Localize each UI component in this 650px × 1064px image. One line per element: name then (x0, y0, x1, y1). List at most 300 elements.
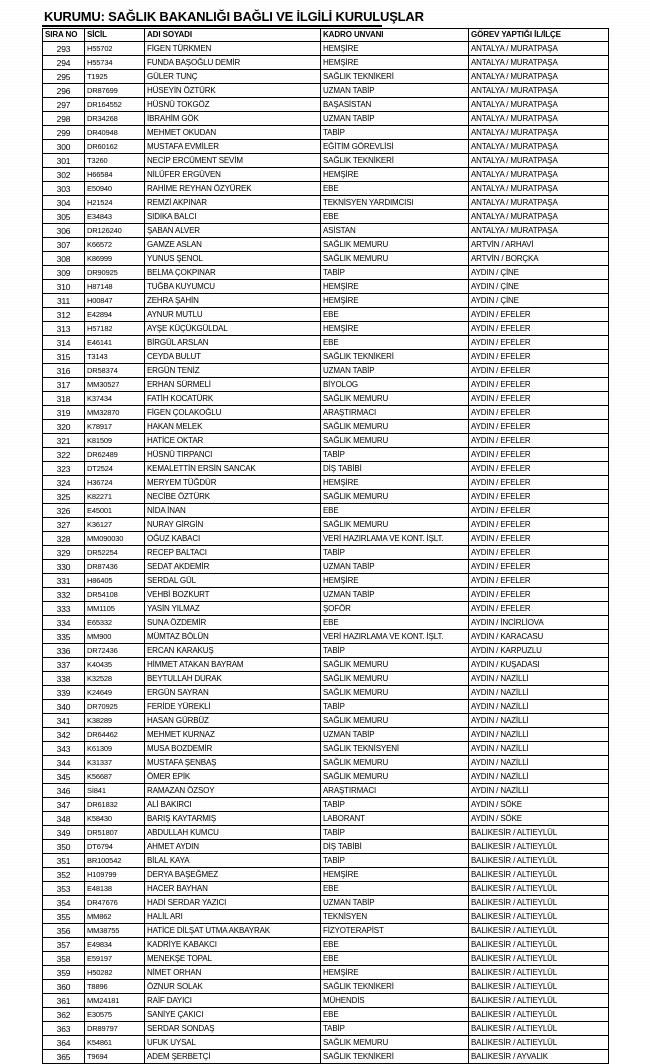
cell-sicil: MM090030 (85, 532, 145, 546)
cell-adi-soyadi: NİDA İNAN (145, 504, 321, 518)
cell-kadro-unvani: EBE (321, 210, 469, 224)
cell-adi-soyadi: NİLÜFER ERGÜVEN (145, 168, 321, 182)
cell-kadro-unvani: SAĞLIK MEMURU (321, 518, 469, 532)
cell-adi-soyadi: BELMA ÇOKPINAR (145, 266, 321, 280)
cell-sira-no: 345 (43, 770, 85, 784)
cell-sira-no: 358 (43, 952, 85, 966)
table-row (43, 574, 609, 588)
cell-adi-soyadi: RAİF DAYICI (145, 994, 321, 1008)
cell-sira-no: 313 (43, 322, 85, 336)
cell-gorev-yeri: BALIKESİR / ALTIEYLÜL (469, 868, 609, 882)
cell-kadro-unvani: TABİP (321, 644, 469, 658)
table-row (43, 462, 609, 476)
cell-sicil: E65332 (85, 616, 145, 630)
table-row (43, 476, 609, 490)
table-row (43, 686, 609, 700)
cell-adi-soyadi: OĞUZ KABACI (145, 532, 321, 546)
cell-kadro-unvani: UZMAN TABİP (321, 588, 469, 602)
cell-sira-no: 315 (43, 350, 85, 364)
table-row (43, 854, 609, 868)
cell-gorev-yeri: AYDIN / EFELER (469, 546, 609, 560)
cell-sira-no: 296 (43, 84, 85, 98)
cell-sira-no: 323 (43, 462, 85, 476)
cell-adi-soyadi: ALİ BAKIRCI (145, 798, 321, 812)
cell-adi-soyadi: RECEP BALTACI (145, 546, 321, 560)
cell-sira-no: 328 (43, 532, 85, 546)
cell-kadro-unvani: EBE (321, 938, 469, 952)
table-row (43, 840, 609, 854)
cell-gorev-yeri: ANTALYA / MURATPAŞA (469, 140, 609, 154)
cell-sira-no: 336 (43, 644, 85, 658)
cell-kadro-unvani: SAĞLIK MEMURU (321, 420, 469, 434)
cell-sicil: K54861 (85, 1036, 145, 1050)
cell-adi-soyadi: HATİCE DİLŞAT UTMA AKBAYRAK (145, 924, 321, 938)
cell-sicil: K31337 (85, 756, 145, 770)
cell-adi-soyadi: RAHİME REYHAN ÖZYÜREK (145, 182, 321, 196)
cell-kadro-unvani: TEKNİSYEN YARDIMCISI (321, 196, 469, 210)
cell-gorev-yeri: AYDIN / EFELER (469, 378, 609, 392)
cell-gorev-yeri: AYDIN / EFELER (469, 392, 609, 406)
cell-kadro-unvani: MÜHENDİS (321, 994, 469, 1008)
cell-sira-no: 333 (43, 602, 85, 616)
table-row (43, 658, 609, 672)
cell-sira-no: 339 (43, 686, 85, 700)
cell-sicil: K61309 (85, 742, 145, 756)
table-row (43, 168, 609, 182)
cell-gorev-yeri: BALIKESİR / ALTIEYLÜL (469, 910, 609, 924)
cell-gorev-yeri: BALIKESİR / ALTIEYLÜL (469, 1008, 609, 1022)
cell-sira-no: 319 (43, 406, 85, 420)
cell-kadro-unvani: UZMAN TABİP (321, 896, 469, 910)
cell-gorev-yeri: ANTALYA / MURATPAŞA (469, 84, 609, 98)
table-row (43, 406, 609, 420)
cell-sicil: DR164552 (85, 98, 145, 112)
column-header-gorev-yeri: GÖREV YAPTIĞI İL/İLÇE (469, 29, 609, 42)
cell-kadro-unvani: HEMŞİRE (321, 868, 469, 882)
cell-kadro-unvani: ASİSTAN (321, 224, 469, 238)
cell-sira-no: 308 (43, 252, 85, 266)
cell-sira-no: 362 (43, 1008, 85, 1022)
cell-kadro-unvani: SAĞLIK MEMURU (321, 434, 469, 448)
cell-sicil: MM30527 (85, 378, 145, 392)
cell-kadro-unvani: ARAŞTIRMACI (321, 784, 469, 798)
cell-kadro-unvani: EBE (321, 336, 469, 350)
cell-adi-soyadi: MUSTAFA ŞENBAŞ (145, 756, 321, 770)
table-row (43, 966, 609, 980)
cell-sicil: T8896 (85, 980, 145, 994)
cell-sicil: T9694 (85, 1050, 145, 1064)
table-row (43, 266, 609, 280)
cell-gorev-yeri: BALIKESİR / ALTIEYLÜL (469, 924, 609, 938)
cell-sira-no: 310 (43, 280, 85, 294)
cell-kadro-unvani: SAĞLIK TEKNİKERİ (321, 154, 469, 168)
cell-sicil: MM900 (85, 630, 145, 644)
cell-kadro-unvani: HEMŞİRE (321, 966, 469, 980)
cell-sira-no: 344 (43, 756, 85, 770)
table-row (43, 770, 609, 784)
cell-sira-no: 340 (43, 700, 85, 714)
cell-sicil: DR70925 (85, 700, 145, 714)
cell-adi-soyadi: RAMAZAN ÖZSOY (145, 784, 321, 798)
table-row (43, 588, 609, 602)
table-row (43, 546, 609, 560)
cell-sicil: DR62489 (85, 448, 145, 462)
cell-sicil: DR40948 (85, 126, 145, 140)
column-header-sira-no: SIRA NO (43, 29, 85, 42)
cell-adi-soyadi: MUSA BOZDEMİR (145, 742, 321, 756)
cell-sicil: DR54108 (85, 588, 145, 602)
cell-kadro-unvani: TABİP (321, 546, 469, 560)
cell-adi-soyadi: YASİN YILMAZ (145, 602, 321, 616)
cell-adi-soyadi: ÖZNUR SOLAK (145, 980, 321, 994)
cell-adi-soyadi: NİMET ORHAN (145, 966, 321, 980)
table-row (43, 994, 609, 1008)
cell-sira-no: 298 (43, 112, 85, 126)
cell-sira-no: 365 (43, 1050, 85, 1064)
cell-gorev-yeri: AYDIN / NAZİLLİ (469, 672, 609, 686)
cell-kadro-unvani: FİZYOTERAPİST (321, 924, 469, 938)
cell-gorev-yeri: ANTALYA / MURATPAŞA (469, 182, 609, 196)
cell-sira-no: 349 (43, 826, 85, 840)
cell-gorev-yeri: AYDIN / NAZİLLİ (469, 686, 609, 700)
cell-adi-soyadi: MÜMTAZ BÖLÜN (145, 630, 321, 644)
cell-sicil: H55734 (85, 56, 145, 70)
cell-gorev-yeri: AYDIN / EFELER (469, 322, 609, 336)
table-row (43, 1050, 609, 1064)
cell-gorev-yeri: AYDIN / EFELER (469, 574, 609, 588)
table-row (43, 336, 609, 350)
cell-kadro-unvani: EBE (321, 1008, 469, 1022)
table-row (43, 896, 609, 910)
cell-sira-no: 343 (43, 742, 85, 756)
cell-adi-soyadi: HAKAN MELEK (145, 420, 321, 434)
table-row (43, 882, 609, 896)
cell-adi-soyadi: SERDAL GÜL (145, 574, 321, 588)
cell-adi-soyadi: ABDULLAH KUMCU (145, 826, 321, 840)
cell-gorev-yeri: BALIKESİR / ALTIEYLÜL (469, 952, 609, 966)
table-header (43, 29, 609, 42)
cell-adi-soyadi: HÜSEYİN ÖZTÜRK (145, 84, 321, 98)
cell-kadro-unvani: VERİ HAZIRLAMA VE KONT. İŞLT. (321, 532, 469, 546)
cell-kadro-unvani: HEMŞİRE (321, 322, 469, 336)
table-row (43, 280, 609, 294)
table-row (43, 728, 609, 742)
cell-sira-no: 299 (43, 126, 85, 140)
cell-kadro-unvani: SAĞLIK MEMURU (321, 490, 469, 504)
cell-sira-no: 332 (43, 588, 85, 602)
cell-gorev-yeri: ANTALYA / MURATPAŞA (469, 70, 609, 84)
cell-gorev-yeri: AYDIN / EFELER (469, 448, 609, 462)
table-row (43, 1008, 609, 1022)
cell-gorev-yeri: AYDIN / EFELER (469, 462, 609, 476)
cell-kadro-unvani: VERİ HAZIRLAMA VE KONT. İŞLT. (321, 630, 469, 644)
cell-sira-no: 351 (43, 854, 85, 868)
cell-adi-soyadi: HÜSNÜ TOKGÖZ (145, 98, 321, 112)
cell-sira-no: 304 (43, 196, 85, 210)
cell-kadro-unvani: TABİP (321, 700, 469, 714)
cell-sicil: E49834 (85, 938, 145, 952)
cell-adi-soyadi: MENEKŞE TOPAL (145, 952, 321, 966)
cell-gorev-yeri: BALIKESİR / ALTIEYLÜL (469, 994, 609, 1008)
table-row (43, 980, 609, 994)
cell-kadro-unvani: HEMŞİRE (321, 168, 469, 182)
cell-kadro-unvani: TABİP (321, 854, 469, 868)
cell-gorev-yeri: AYDIN / EFELER (469, 350, 609, 364)
table-row (43, 238, 609, 252)
cell-gorev-yeri: AYDIN / EFELER (469, 476, 609, 490)
table-row (43, 56, 609, 70)
table-row (43, 84, 609, 98)
table-row (43, 378, 609, 392)
cell-kadro-unvani: SAĞLIK MEMURU (321, 1036, 469, 1050)
cell-kadro-unvani: SAĞLIK MEMURU (321, 756, 469, 770)
cell-sira-no: 354 (43, 896, 85, 910)
cell-gorev-yeri: BALIKESİR / ALTIEYLÜL (469, 980, 609, 994)
cell-adi-soyadi: HASAN GÜRBÜZ (145, 714, 321, 728)
column-header-kadro-unvani: KADRO UNVANI (321, 29, 469, 42)
table-row (43, 308, 609, 322)
table-row (43, 952, 609, 966)
cell-kadro-unvani: UZMAN TABİP (321, 560, 469, 574)
cell-adi-soyadi: DERYA BAŞEĞMEZ (145, 868, 321, 882)
cell-kadro-unvani: SAĞLIK TEKNİKERİ (321, 1050, 469, 1064)
cell-kadro-unvani: TABİP (321, 798, 469, 812)
cell-sicil: DR87699 (85, 84, 145, 98)
cell-gorev-yeri: AYDIN / NAZİLLİ (469, 714, 609, 728)
cell-kadro-unvani: HEMŞİRE (321, 42, 469, 56)
cell-sira-no: 342 (43, 728, 85, 742)
cell-adi-soyadi: NURAY GİRGİN (145, 518, 321, 532)
cell-kadro-unvani: UZMAN TABİP (321, 364, 469, 378)
cell-kadro-unvani: BİYOLOG (321, 378, 469, 392)
cell-kadro-unvani: HEMŞİRE (321, 280, 469, 294)
cell-gorev-yeri: BALIKESİR / ALTIEYLÜL (469, 840, 609, 854)
cell-sira-no: 314 (43, 336, 85, 350)
cell-gorev-yeri: ANTALYA / MURATPAŞA (469, 112, 609, 126)
cell-sicil: DR51807 (85, 826, 145, 840)
cell-adi-soyadi: ADEM ŞERBETÇİ (145, 1050, 321, 1064)
cell-sira-no: 321 (43, 434, 85, 448)
cell-sicil: DR47676 (85, 896, 145, 910)
cell-sira-no: 326 (43, 504, 85, 518)
cell-kadro-unvani: HEMŞİRE (321, 574, 469, 588)
table-row (43, 126, 609, 140)
table-row (43, 322, 609, 336)
cell-gorev-yeri: AYDIN / SÖKE (469, 798, 609, 812)
cell-sicil: DR60162 (85, 140, 145, 154)
cell-gorev-yeri: ANTALYA / MURATPAŞA (469, 196, 609, 210)
cell-sicil: Sİ841 (85, 784, 145, 798)
cell-adi-soyadi: ZEHRA ŞAHİN (145, 294, 321, 308)
cell-adi-soyadi: MEHMET OKUDAN (145, 126, 321, 140)
personnel-table (42, 28, 609, 1064)
page-title: KURUMU: SAĞLIK BAKANLIĞI BAĞLI VE İLGİLİ KURULUŞLAR (44, 9, 424, 24)
table-row (43, 504, 609, 518)
cell-kadro-unvani: TABİP (321, 266, 469, 280)
cell-sira-no: 348 (43, 812, 85, 826)
cell-sicil: K86999 (85, 252, 145, 266)
cell-sira-no: 301 (43, 154, 85, 168)
cell-gorev-yeri: AYDIN / EFELER (469, 420, 609, 434)
cell-adi-soyadi: AHMET AYDIN (145, 840, 321, 854)
cell-gorev-yeri: AYDIN / NAZİLLİ (469, 784, 609, 798)
cell-kadro-unvani: SAĞLIK TEKNİKERİ (321, 70, 469, 84)
cell-sicil: K56687 (85, 770, 145, 784)
table-row (43, 98, 609, 112)
cell-sicil: DR58374 (85, 364, 145, 378)
cell-adi-soyadi: FUNDA BAŞOĞLU DEMİR (145, 56, 321, 70)
cell-adi-soyadi: ERGÜN SAYRAN (145, 686, 321, 700)
table-row (43, 252, 609, 266)
cell-adi-soyadi: FERİDE YÜREKLİ (145, 700, 321, 714)
cell-gorev-yeri: AYDIN / EFELER (469, 588, 609, 602)
table-row (43, 826, 609, 840)
table-row (43, 1022, 609, 1036)
cell-sicil: K40435 (85, 658, 145, 672)
cell-kadro-unvani: EBE (321, 504, 469, 518)
cell-sira-no: 341 (43, 714, 85, 728)
cell-adi-soyadi: HİMMET ATAKAN BAYRAM (145, 658, 321, 672)
cell-sicil: DR52254 (85, 546, 145, 560)
cell-sicil: H109799 (85, 868, 145, 882)
cell-sicil: E45001 (85, 504, 145, 518)
cell-sicil: E48138 (85, 882, 145, 896)
table-row (43, 140, 609, 154)
cell-sira-no: 361 (43, 994, 85, 1008)
cell-sira-no: 337 (43, 658, 85, 672)
cell-kadro-unvani: HEMŞİRE (321, 476, 469, 490)
table-row (43, 1036, 609, 1050)
cell-adi-soyadi: REMZİ AKPINAR (145, 196, 321, 210)
cell-gorev-yeri: AYDIN / EFELER (469, 560, 609, 574)
cell-sira-no: 302 (43, 168, 85, 182)
cell-sira-no: 322 (43, 448, 85, 462)
cell-adi-soyadi: KEMALETTİN ERSİN SANCAK (145, 462, 321, 476)
table-row (43, 672, 609, 686)
cell-gorev-yeri: ANTALYA / MURATPAŞA (469, 42, 609, 56)
cell-sira-no: 325 (43, 490, 85, 504)
cell-sicil: H36724 (85, 476, 145, 490)
cell-sira-no: 297 (43, 98, 85, 112)
cell-kadro-unvani: SAĞLIK MEMURU (321, 238, 469, 252)
cell-adi-soyadi: MUSTAFA EVMİLER (145, 140, 321, 154)
cell-adi-soyadi: HACER BAYHAN (145, 882, 321, 896)
table-row (43, 868, 609, 882)
cell-gorev-yeri: ANTALYA / MURATPAŞA (469, 168, 609, 182)
cell-adi-soyadi: HADİ SERDAR YAZICI (145, 896, 321, 910)
cell-sira-no: 311 (43, 294, 85, 308)
cell-kadro-unvani: LABORANT (321, 812, 469, 826)
table-row (43, 812, 609, 826)
cell-sira-no: 335 (43, 630, 85, 644)
cell-adi-soyadi: YUNUS ŞENOL (145, 252, 321, 266)
cell-sira-no: 303 (43, 182, 85, 196)
cell-gorev-yeri: BALIKESİR / ALTIEYLÜL (469, 938, 609, 952)
cell-sicil: H50282 (85, 966, 145, 980)
cell-adi-soyadi: MEHMET KURNAZ (145, 728, 321, 742)
cell-adi-soyadi: SIDIKA BALCI (145, 210, 321, 224)
cell-sicil: K37434 (85, 392, 145, 406)
cell-sira-no: 318 (43, 392, 85, 406)
cell-sira-no: 305 (43, 210, 85, 224)
table-row (43, 490, 609, 504)
cell-gorev-yeri: AYDIN / KUŞADASI (469, 658, 609, 672)
cell-sira-no: 356 (43, 924, 85, 938)
cell-kadro-unvani: TABİP (321, 826, 469, 840)
cell-gorev-yeri: ANTALYA / MURATPAŞA (469, 154, 609, 168)
cell-sira-no: 320 (43, 420, 85, 434)
cell-kadro-unvani: SAĞLIK TEKNİKERİ (321, 980, 469, 994)
cell-gorev-yeri: AYDIN / EFELER (469, 518, 609, 532)
cell-kadro-unvani: HEMŞİRE (321, 56, 469, 70)
cell-kadro-unvani: ŞOFÖR (321, 602, 469, 616)
table-row (43, 714, 609, 728)
cell-gorev-yeri: AYDIN / NAZİLLİ (469, 700, 609, 714)
table-row (43, 756, 609, 770)
cell-adi-soyadi: MERYEM TÜĞDÜR (145, 476, 321, 490)
cell-kadro-unvani: UZMAN TABİP (321, 728, 469, 742)
cell-sicil: DT6794 (85, 840, 145, 854)
cell-sicil: E42894 (85, 308, 145, 322)
cell-gorev-yeri: ANTALYA / MURATPAŞA (469, 98, 609, 112)
cell-sicil: K36127 (85, 518, 145, 532)
cell-sira-no: 350 (43, 840, 85, 854)
cell-kadro-unvani: ARAŞTIRMACI (321, 406, 469, 420)
cell-adi-soyadi: ERGÜN TENİZ (145, 364, 321, 378)
cell-sira-no: 330 (43, 560, 85, 574)
cell-sicil: MM32870 (85, 406, 145, 420)
cell-sira-no: 294 (43, 56, 85, 70)
cell-sicil: H86405 (85, 574, 145, 588)
cell-sira-no: 306 (43, 224, 85, 238)
cell-sicil: MM38755 (85, 924, 145, 938)
cell-adi-soyadi: ERCAN KARAKUŞ (145, 644, 321, 658)
cell-gorev-yeri: AYDIN / NAZİLLİ (469, 728, 609, 742)
cell-kadro-unvani: SAĞLIK MEMURU (321, 770, 469, 784)
cell-gorev-yeri: AYDIN / SÖKE (469, 812, 609, 826)
table-row (43, 112, 609, 126)
cell-kadro-unvani: EBE (321, 182, 469, 196)
table-row (43, 644, 609, 658)
cell-gorev-yeri: AYDIN / EFELER (469, 308, 609, 322)
cell-adi-soyadi: ERHAN SÜRMELİ (145, 378, 321, 392)
cell-gorev-yeri: ANTALYA / MURATPAŞA (469, 126, 609, 140)
cell-gorev-yeri: BALIKESİR / ALTIEYLÜL (469, 826, 609, 840)
table-row (43, 742, 609, 756)
cell-adi-soyadi: BEYTULLAH DURAK (145, 672, 321, 686)
cell-sicil: K66572 (85, 238, 145, 252)
table-row (43, 630, 609, 644)
cell-gorev-yeri: BALIKESİR / ALTIEYLÜL (469, 1022, 609, 1036)
table-row (43, 392, 609, 406)
cell-adi-soyadi: HÜSNÜ TIRPANCI (145, 448, 321, 462)
cell-sicil: H00847 (85, 294, 145, 308)
cell-sira-no: 331 (43, 574, 85, 588)
cell-kadro-unvani: SAĞLIK MEMURU (321, 672, 469, 686)
cell-adi-soyadi: ŞABAN ALVER (145, 224, 321, 238)
cell-sicil: BR100542 (85, 854, 145, 868)
cell-gorev-yeri: ANTALYA / MURATPAŞA (469, 56, 609, 70)
cell-sicil: MM24181 (85, 994, 145, 1008)
table-row (43, 532, 609, 546)
table-row (43, 294, 609, 308)
column-header-sicil: SİCİL (85, 29, 145, 42)
cell-kadro-unvani: SAĞLIK TEKNİSYENİ (321, 742, 469, 756)
cell-kadro-unvani: EBE (321, 882, 469, 896)
cell-gorev-yeri: AYDIN / ÇİNE (469, 294, 609, 308)
cell-adi-soyadi: SANİYE ÇAKICI (145, 1008, 321, 1022)
cell-gorev-yeri: ARTVİN / BORÇKA (469, 252, 609, 266)
